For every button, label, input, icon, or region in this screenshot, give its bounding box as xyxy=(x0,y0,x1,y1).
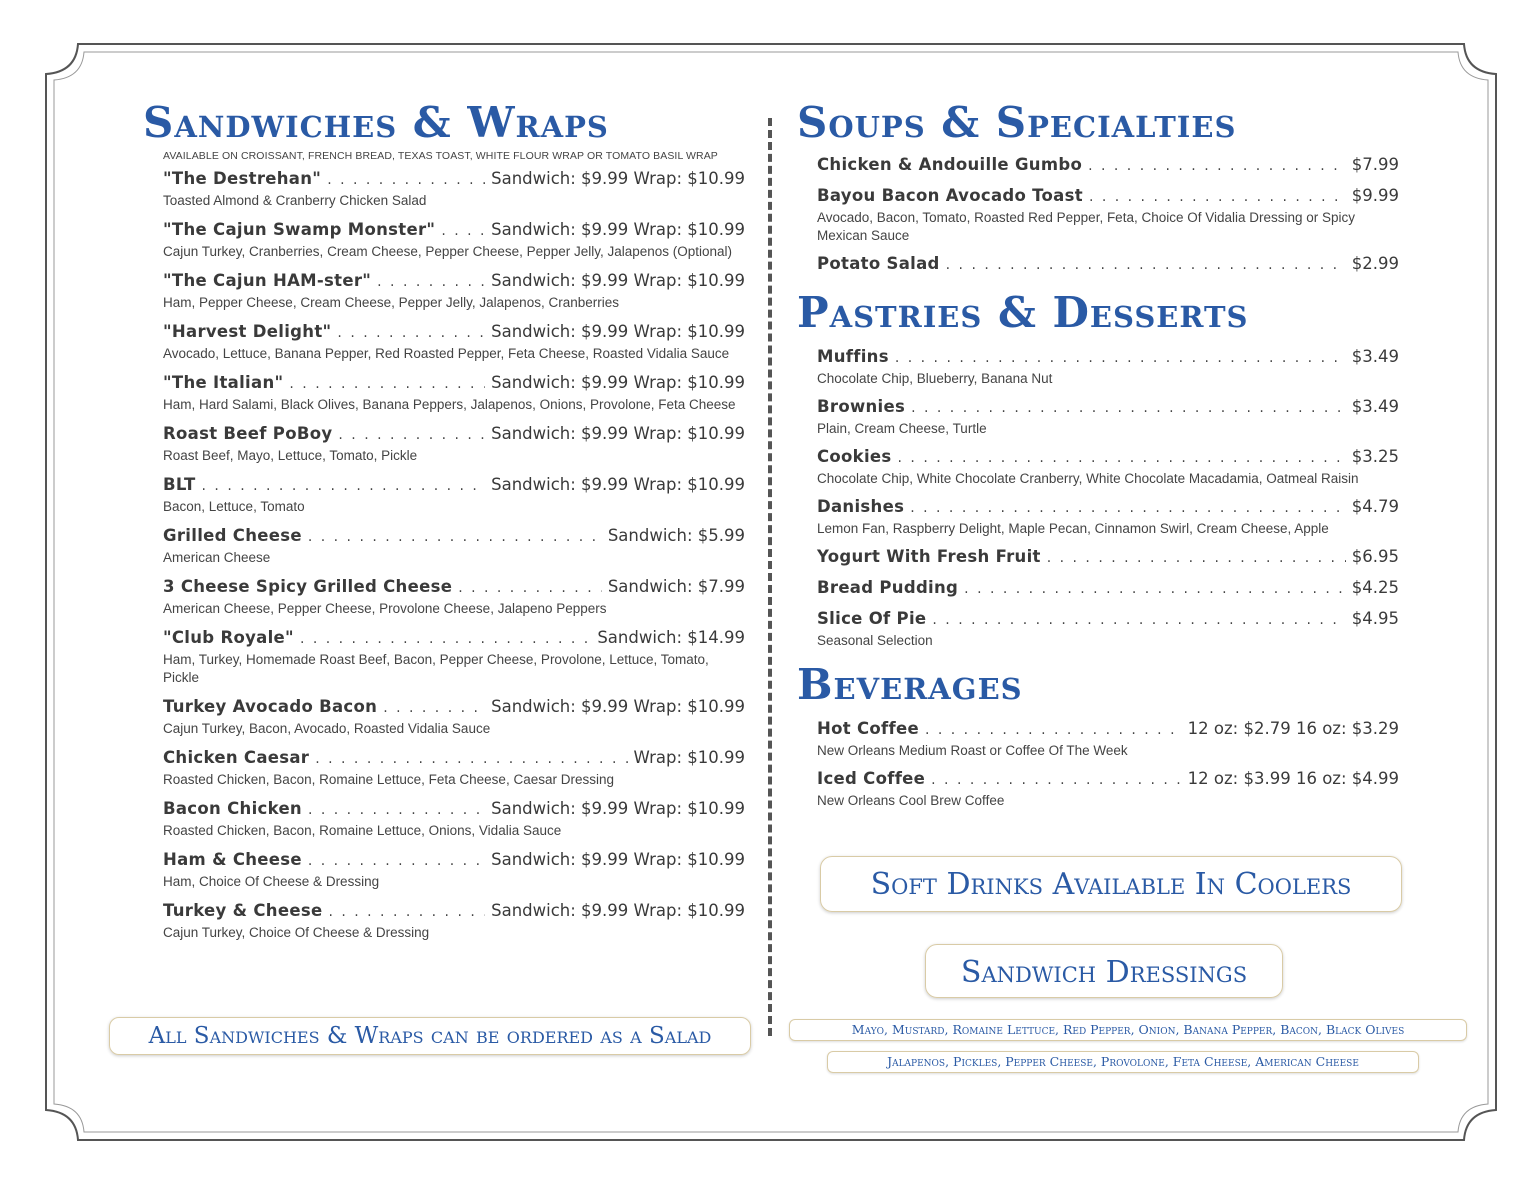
dot-leader xyxy=(289,373,485,395)
menu-item xyxy=(163,849,745,891)
dot-leader xyxy=(327,169,485,191)
item-name: Cookies xyxy=(817,447,892,466)
item-name: Turkey & Cheese xyxy=(163,901,323,920)
menu-item xyxy=(163,900,745,942)
item-name: "Harvest Delight" xyxy=(163,322,332,341)
menu-item xyxy=(163,219,745,261)
item-price: Sandwich: $9.99 Wrap: $10.99 xyxy=(491,697,745,716)
item-description: Roast Beef, Mayo, Lettuce, Tomato, Pickle xyxy=(163,448,418,463)
dot-leader xyxy=(925,719,1182,741)
menu-item xyxy=(817,546,1399,569)
menu-item-row xyxy=(163,627,745,650)
dot-leader xyxy=(946,254,1346,276)
item-name: Roast Beef PoBoy xyxy=(163,424,333,443)
menu-item xyxy=(817,577,1399,600)
item-description: Ham, Pepper Cheese, Cream Cheese, Pepper Jelly, Jalapenos, Cranberries xyxy=(163,295,619,310)
dot-leader xyxy=(1089,186,1346,208)
dot-leader xyxy=(328,901,485,923)
dot-leader xyxy=(1088,155,1346,177)
dot-leader xyxy=(932,609,1345,631)
item-name: Muffins xyxy=(817,347,889,366)
soft-drinks-banner: Soft Drinks Available In Coolers xyxy=(820,856,1402,912)
menu-item-row xyxy=(817,346,1399,369)
menu-item xyxy=(163,525,745,567)
dot-leader xyxy=(1047,547,1346,569)
item-price: Wrap: $10.99 xyxy=(633,748,745,767)
right-column xyxy=(797,98,1399,818)
menu-item xyxy=(817,346,1399,388)
item-price: 12 oz: $2.79 16 oz: $3.29 xyxy=(1187,719,1399,738)
menu-item xyxy=(817,396,1399,438)
menu-item xyxy=(163,168,745,210)
dressings-line-1: Mayo, Mustard, Romaine Lettuce, Red Pepper, Onion, Banana Pepper, Bacon, Black Olives xyxy=(789,1019,1467,1041)
item-description: American Cheese xyxy=(163,550,271,565)
sandwiches-title: Sandwiches & Wraps xyxy=(143,98,609,147)
menu-item xyxy=(817,768,1399,810)
dot-leader xyxy=(377,271,485,293)
dot-leader xyxy=(308,850,485,872)
dressings-title: Sandwich Dressings xyxy=(925,944,1283,998)
menu-item xyxy=(817,253,1399,276)
item-description: Avocado, Bacon, Tomato, Roasted Red Pepper, Feta, Choice Of Vidalia Dressing or Spicy Mexican Sauce xyxy=(817,210,1356,243)
item-price: Sandwich: $9.99 Wrap: $10.99 xyxy=(491,850,745,869)
sandwich-list xyxy=(143,168,745,942)
menu-item-row xyxy=(163,798,745,821)
item-name: "The Cajun Swamp Monster" xyxy=(163,220,436,239)
menu-item-row xyxy=(817,185,1399,208)
dot-leader xyxy=(911,397,1346,419)
beverages-list xyxy=(797,718,1399,810)
sandwiches-section xyxy=(143,98,745,951)
item-name: 3 Cheese Spicy Grilled Cheese xyxy=(163,577,453,596)
dot-leader xyxy=(383,697,485,719)
menu-item xyxy=(163,696,745,738)
menu-item-row xyxy=(163,270,745,293)
menu-item xyxy=(817,446,1399,488)
menu-item-row xyxy=(817,768,1399,791)
menu-item-row xyxy=(163,168,745,191)
menu-item xyxy=(163,627,745,687)
menu-item-row xyxy=(817,154,1399,177)
item-name: Iced Coffee xyxy=(817,769,926,788)
menu-item-row xyxy=(163,849,745,872)
item-name: Chicken Caesar xyxy=(163,748,310,767)
soups-title: Soups & Specialties xyxy=(797,98,1237,147)
item-price: $4.79 xyxy=(1351,497,1399,516)
item-description: Roasted Chicken, Bacon, Romaine Lettuce, Onions, Vidalia Sauce xyxy=(163,823,562,838)
menu-item-row xyxy=(817,718,1399,741)
item-name: BLT xyxy=(163,475,196,494)
item-name: Grilled Cheese xyxy=(163,526,302,545)
menu-item-row xyxy=(163,576,745,599)
item-price: Sandwich: $7.99 xyxy=(607,577,745,596)
menu-item xyxy=(817,154,1399,177)
item-price: $9.99 xyxy=(1351,186,1399,205)
item-price: $4.25 xyxy=(1351,578,1399,597)
item-name: Potato Salad xyxy=(817,254,940,273)
item-description: Toasted Almond & Cranberry Chicken Salad xyxy=(163,193,427,208)
item-name: "The Italian" xyxy=(163,373,284,392)
item-name: Turkey Avocado Bacon xyxy=(163,697,378,716)
beverages-title: Beverages xyxy=(797,660,1023,709)
item-description: Ham, Choice Of Cheese & Dressing xyxy=(163,874,380,889)
menu-item-row xyxy=(163,747,745,770)
item-price: Sandwich: $9.99 Wrap: $10.99 xyxy=(491,373,745,392)
dot-leader xyxy=(308,799,485,821)
item-name: Ham & Cheese xyxy=(163,850,302,869)
menu-item xyxy=(163,474,745,516)
item-price: Sandwich: $9.99 Wrap: $10.99 xyxy=(491,799,745,818)
menu-item-row xyxy=(817,546,1399,569)
item-description: Chocolate Chip, Blueberry, Banana Nut xyxy=(817,371,1053,386)
menu-item xyxy=(817,185,1399,245)
menu-item-row xyxy=(163,321,745,344)
item-price: Sandwich: $5.99 xyxy=(607,526,745,545)
menu-item xyxy=(817,496,1399,538)
item-name: Chicken & Andouille Gumbo xyxy=(817,155,1083,174)
dot-leader xyxy=(337,322,485,344)
menu-item-row xyxy=(817,446,1399,469)
item-description: Cajun Turkey, Choice Of Cheese & Dressing xyxy=(163,925,430,940)
menu-item-row xyxy=(163,372,745,395)
item-name: Brownies xyxy=(817,397,906,416)
item-description: Cajun Turkey, Cranberries, Cream Cheese, Pepper Cheese, Pepper Jelly, Jalapenos (Optional) xyxy=(163,244,733,259)
item-price: $7.99 xyxy=(1351,155,1399,174)
item-description: Cajun Turkey, Bacon, Avocado, Roasted Vidalia Sauce xyxy=(163,721,491,736)
item-description: Bacon, Lettuce, Tomato xyxy=(163,499,305,514)
item-description: Lemon Fan, Raspberry Delight, Maple Pecan, Cinnamon Swirl, Cream Cheese, Apple xyxy=(817,521,1329,536)
item-price: $3.25 xyxy=(1351,447,1399,466)
dot-leader xyxy=(338,424,485,446)
dot-leader xyxy=(931,769,1182,791)
item-name: Bacon Chicken xyxy=(163,799,302,818)
column-divider xyxy=(768,118,772,1036)
item-description: New Orleans Medium Roast or Coffee Of The Week xyxy=(817,743,1128,758)
salad-note: All Sandwiches & Wraps can be ordered as a Salad xyxy=(109,1017,751,1055)
menu-item-row xyxy=(817,608,1399,631)
dressings-line-2: Jalapenos, Pickles, Pepper Cheese, Provolone, Feta Cheese, American Cheese xyxy=(827,1051,1419,1073)
menu-item-row xyxy=(163,900,745,923)
item-price: $2.99 xyxy=(1351,254,1399,273)
item-description: American Cheese, Pepper Cheese, Provolone Cheese, Jalapeno Peppers xyxy=(163,601,607,616)
menu-item-row xyxy=(163,219,745,242)
pastries-list xyxy=(797,346,1399,650)
menu-item-row xyxy=(163,423,745,446)
menu-item xyxy=(817,718,1399,760)
item-price: Sandwich: $9.99 Wrap: $10.99 xyxy=(491,901,745,920)
dot-leader xyxy=(441,220,485,242)
item-name: Hot Coffee xyxy=(817,719,919,738)
menu-item xyxy=(163,423,745,465)
item-name: "Club Royale" xyxy=(163,628,294,647)
item-price: $3.49 xyxy=(1351,347,1399,366)
item-name: Bayou Bacon Avocado Toast xyxy=(817,186,1083,205)
item-price: $4.95 xyxy=(1351,609,1399,628)
item-name: Slice Of Pie xyxy=(817,609,927,628)
pastries-title: Pastries & Desserts xyxy=(797,288,1249,337)
item-description: Seasonal Selection xyxy=(817,633,933,648)
dot-leader xyxy=(895,347,1346,369)
dot-leader xyxy=(202,475,486,497)
menu-item-row xyxy=(817,577,1399,600)
item-description: New Orleans Cool Brew Coffee xyxy=(817,793,1005,808)
menu-item xyxy=(817,608,1399,650)
menu-item-row xyxy=(817,496,1399,519)
dot-leader xyxy=(308,526,602,548)
item-description: Chocolate Chip, White Chocolate Cranberry, White Chocolate Macadamia, Oatmeal Raisin xyxy=(817,471,1359,486)
item-description: Plain, Cream Cheese, Turtle xyxy=(817,421,987,436)
item-price: Sandwich: $9.99 Wrap: $10.99 xyxy=(491,424,745,443)
item-price: 12 oz: $3.99 16 oz: $4.99 xyxy=(1187,769,1399,788)
dot-leader xyxy=(458,577,602,599)
item-price: Sandwich: $9.99 Wrap: $10.99 xyxy=(491,322,745,341)
item-price: Sandwich: $14.99 xyxy=(597,628,745,647)
item-name: Danishes xyxy=(817,497,905,516)
item-price: Sandwich: $9.99 Wrap: $10.99 xyxy=(491,220,745,239)
item-name: Bread Pudding xyxy=(817,578,959,597)
item-description: Avocado, Lettuce, Banana Pepper, Red Roasted Pepper, Feta Cheese, Roasted Vidalia Sauce xyxy=(163,346,730,361)
dot-leader xyxy=(315,748,627,770)
dot-leader xyxy=(964,578,1346,600)
item-name: "The Cajun HAM-ster" xyxy=(163,271,372,290)
menu-item xyxy=(163,321,745,363)
menu-item-row xyxy=(163,696,745,719)
dot-leader xyxy=(910,497,1346,519)
menu-item-row xyxy=(817,396,1399,419)
item-price: Sandwich: $9.99 Wrap: $10.99 xyxy=(491,475,745,494)
menu-item xyxy=(163,372,745,414)
menu-item xyxy=(163,270,745,312)
item-description: Roasted Chicken, Bacon, Romaine Lettuce, Feta Cheese, Caesar Dressing xyxy=(163,772,614,787)
dot-leader xyxy=(898,447,1346,469)
item-price: Sandwich: $9.99 Wrap: $10.99 xyxy=(491,271,745,290)
item-price: $3.49 xyxy=(1351,397,1399,416)
menu-item xyxy=(163,747,745,789)
item-price: $6.95 xyxy=(1351,547,1399,566)
item-description: Ham, Turkey, Homemade Roast Beef, Bacon, Pepper Cheese, Provolone, Lettuce, Tomato, Pickle xyxy=(163,652,709,685)
dot-leader xyxy=(300,628,591,650)
item-name: Yogurt With Fresh Fruit xyxy=(817,547,1041,566)
bread-options-note: AVAILABLE ON CROISSANT, FRENCH BREAD, TEXAS TOAST, WHITE FLOUR WRAP OR TOMATO BASIL WRAP xyxy=(163,150,718,162)
menu-item-row xyxy=(163,525,745,548)
menu-item-row xyxy=(163,474,745,497)
menu-item-row xyxy=(817,253,1399,276)
menu-item xyxy=(163,798,745,840)
item-price: Sandwich: $9.99 Wrap: $10.99 xyxy=(491,169,745,188)
menu-item xyxy=(163,576,745,618)
item-description: Ham, Hard Salami, Black Olives, Banana Peppers, Jalapenos, Onions, Provolone, Feta Cheese xyxy=(163,397,736,412)
soups-list xyxy=(797,154,1399,276)
item-name: "The Destrehan" xyxy=(163,169,322,188)
